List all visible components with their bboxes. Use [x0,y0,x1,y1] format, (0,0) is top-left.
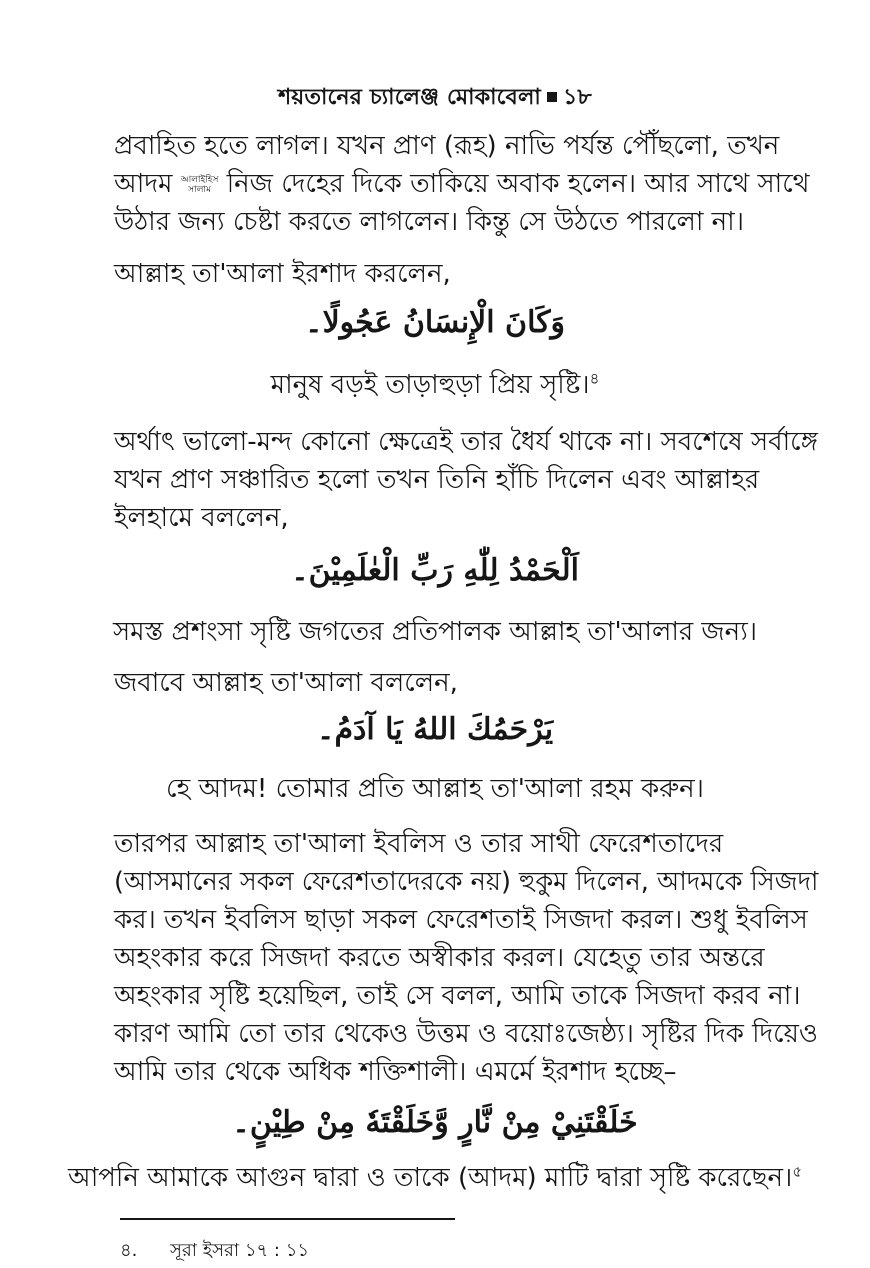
verse-2-translation: সমস্ত প্রশংসা সৃষ্টি জগতের প্রতিপালক আল্লাহ তা'আলার জন্য। [112,617,758,647]
arabic-verse-2: اَلْحَمْدُ لِلّٰهِ رَبِّ الْعٰلَمِيْنَ۔ [291,553,579,588]
p1-line2-start: আদম [114,169,173,199]
p3-line3: কর। তখন ইবলিস ছাড়া সকল ফেরেশতাই সিজদা করল। শুধু ইবলিস [114,905,808,935]
footnote-text: সূরা ইসরা ১৭ : ১১ [170,1240,310,1261]
footnote-ref-5: ৫ [792,1162,803,1181]
alaihis-salam-seal: আলাইহিস সালাম [180,174,219,195]
p1-line2 [114,166,810,203]
verse-4-translation: আপনি আমাকে আগুন দ্বারা ও তাকে (আদম) মাটি দ্বারা সৃষ্টি করেছেন।$^৫$ [67,1162,803,1193]
p3-line7: আমি তার থেকে অধিক শক্তিশালী। এমর্মে ইরশাদ হচ্ছে– [114,1057,677,1087]
verse-1-translation: মানুষ বড়ই তাড়াহুড়া প্রিয় সৃষ্টি।$^৪$ [270,369,600,400]
p2-line2: যখন প্রাণ সঞ্চারিত হলো তখন তিনি হাঁচি দিলেন এবং আল্লাহর [114,465,760,495]
running-header [0,80,870,117]
arabic-verse-1: وَكَانَ الْإِنسَانُ عَجُولًا۔ [304,305,565,340]
square-bullet-icon [547,92,557,102]
intro-line-2: জবাবে আল্লাহ তা'আলা বললেন, [114,668,458,698]
p3-line6: কারণ আমি তো তার থেকেও উত্তম ও বয়োঃজেষ্ঠ্য। সৃষ্টির দিক দিয়েও [114,1019,818,1049]
arabic-verse-4: خَلَقْتَنِيْ مِنْ نَّارٍ وَّخَلَقْتَهٗ مِنْ طِيْنٍ۔ [232,1105,638,1140]
footnote-number: ৪. [120,1240,138,1261]
p1-line3: উঠার জন্য চেষ্টা করতে লাগলেন। কিন্তু সে উঠতে পারলো না। [114,207,745,237]
p3-line4: অহংকার করে সিজদা করতে অস্বীকার করল। যেহেতু তার অন্তরে [114,943,765,973]
p1-line2-end: নিজ দেহের দিকে তাকিয়ে অবাক হলেন। আর সাথে সাথে [226,169,810,199]
p1-line1: প্রবাহিত হতে লাগল। যখন প্রাণ (রূহ) নাভি পর্যন্ত পৌঁছলো, তখন [114,131,780,161]
header-page-number: ১৮ [562,85,592,110]
intro-line-1: আল্লাহ তা'আলা ইরশাদ করলেন, [114,259,451,289]
p2-line1: অর্থাৎ ভালো-মন্দ কোনো ক্ষেত্রেই তার ধৈর্য থাকে না। সবশেষে সর্বাঙ্গে [114,427,818,457]
verse-3-translation: হে আদম! তোমার প্রতি আল্লাহ তা'আলা রহম করুন। [166,774,704,804]
footnote-4 [120,1236,309,1267]
p3-line5: অহংকার সৃষ্টি হয়েছিল, তাই সে বলল, আমি তাকে সিজদা করব না। [114,981,801,1011]
p3-line1: তারপর আল্লাহ তা'আলা ইবলিস ও তার সাথী ফেরেশতাদের [114,829,724,859]
p2-line3: ইলহামে বললেন, [114,503,289,533]
footnote-divider [120,1218,455,1220]
arabic-verse-3: يَرْحَمُكَ اللهُ يَا آدَمُ۔ [316,712,554,747]
footnote-ref-4: ৪ [589,369,600,388]
header-title: শয়তানের চ্যালেঞ্জ মোকাবেলা [278,85,541,110]
p3-line2: (আসমানের সকল ফেরেশতাদেরকে নয়) হুকুম দিলেন, আদমকে সিজদা [114,867,819,897]
